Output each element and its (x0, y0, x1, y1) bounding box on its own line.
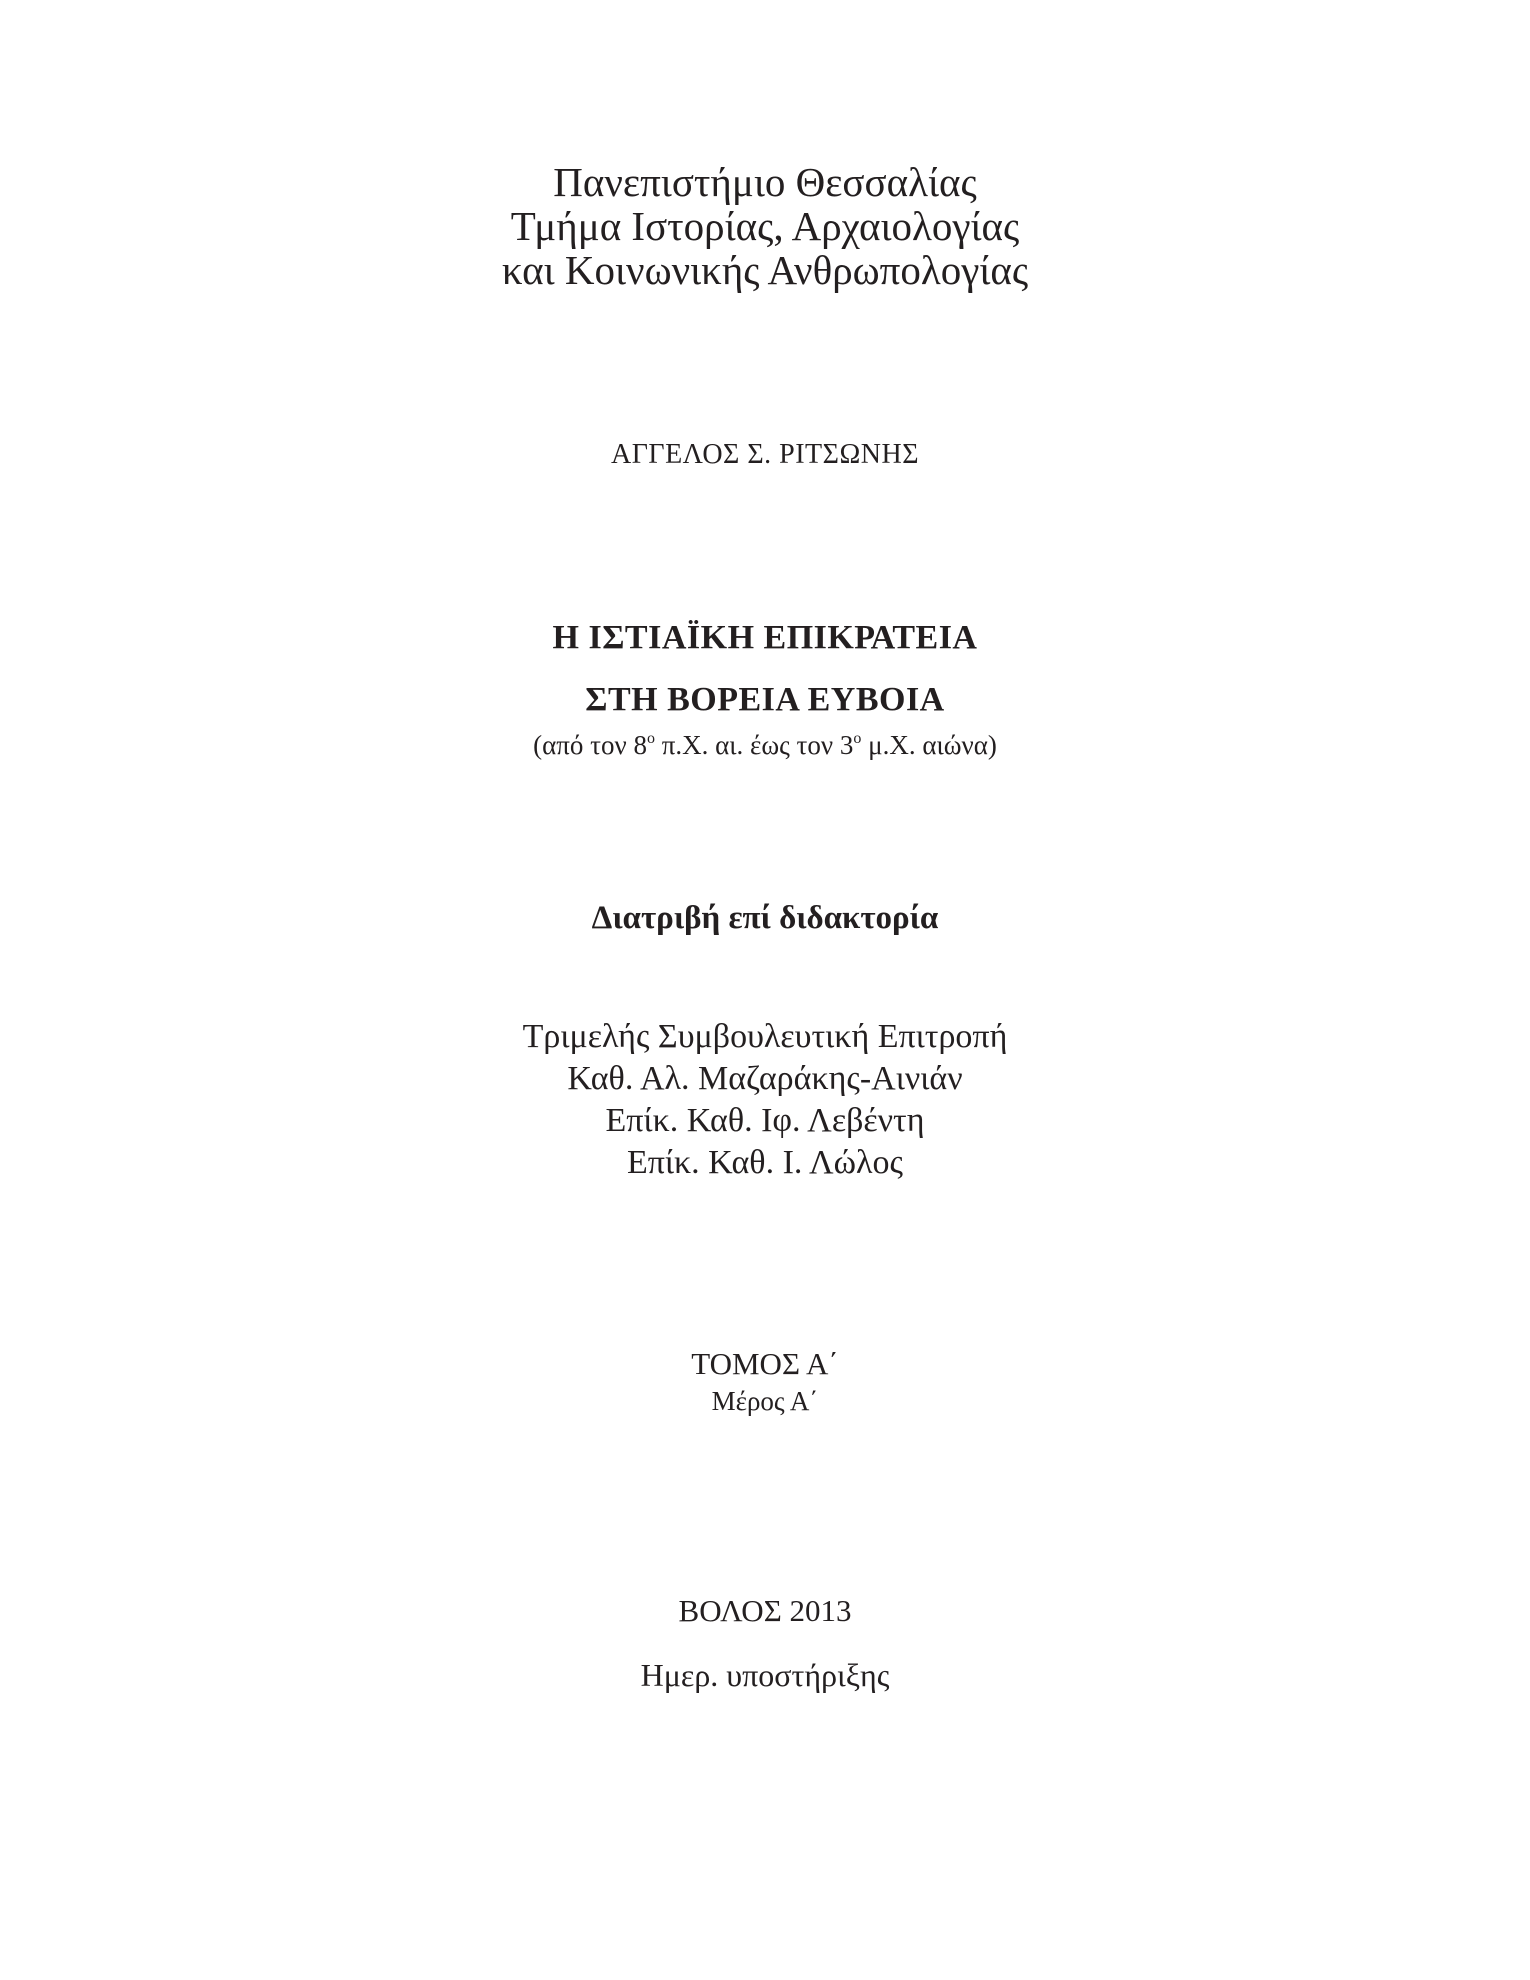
dissertation-label: Διατριβή επί διδακτορία (591, 900, 939, 936)
department-name: Τμήμα Ιστορίας, Αρχαιολογίας (510, 203, 1020, 249)
city-year: ΒΟΛΟΣ 2013 (678, 1593, 852, 1628)
university-name: Πανεπιστήμιο Θεσσαλίας (553, 159, 977, 205)
committee-member: Επίκ. Καθ. Ιφ. Λεβέντη (605, 1102, 925, 1139)
thesis-title-line-1: Η ΙΣΤΙΑΪΚΗ ΕΠΙΚΡΑΤΕΙΑ (552, 619, 978, 656)
advisory-committee (0, 1016, 1530, 1184)
department-name-cont: και Κοινωνικής Ανθρωπολογίας (501, 247, 1029, 293)
part-label: Μέρος Α΄ (711, 1386, 819, 1416)
committee-heading: Τριμελής Συμβουλευτική Επιτροπή (522, 1018, 1008, 1055)
volume-label: ΤΟΜΟΣ Α΄ (691, 1346, 839, 1381)
subtitle-superscript-1: ο (646, 730, 655, 747)
thesis-subtitle (0, 728, 1530, 762)
university-heading (0, 160, 1530, 292)
subtitle-part-3: μ.Χ. αιώνα) (861, 730, 997, 760)
defense-date-label: Ημερ. υποστήριξης (640, 1657, 890, 1693)
subtitle-superscript-2: ο (853, 730, 862, 747)
thesis-title-line-2: ΣΤΗ ΒΟΡΕΙΑ ΕΥΒΟΙΑ (585, 681, 945, 718)
subtitle-part-2: π.Χ. αι. έως τον 3 (654, 730, 854, 760)
committee-member: Καθ. Αλ. Μαζαράκης-Αινιάν (567, 1060, 963, 1097)
thesis-title (0, 607, 1530, 731)
subtitle-part-1: (από τον 8 (533, 730, 647, 760)
author-name: ΑΓΓΕΛΟΣ Σ. ΡΙΤΣΩΝΗΣ (610, 439, 919, 470)
committee-member: Επίκ. Καθ. Ι. Λώλος (626, 1144, 904, 1181)
